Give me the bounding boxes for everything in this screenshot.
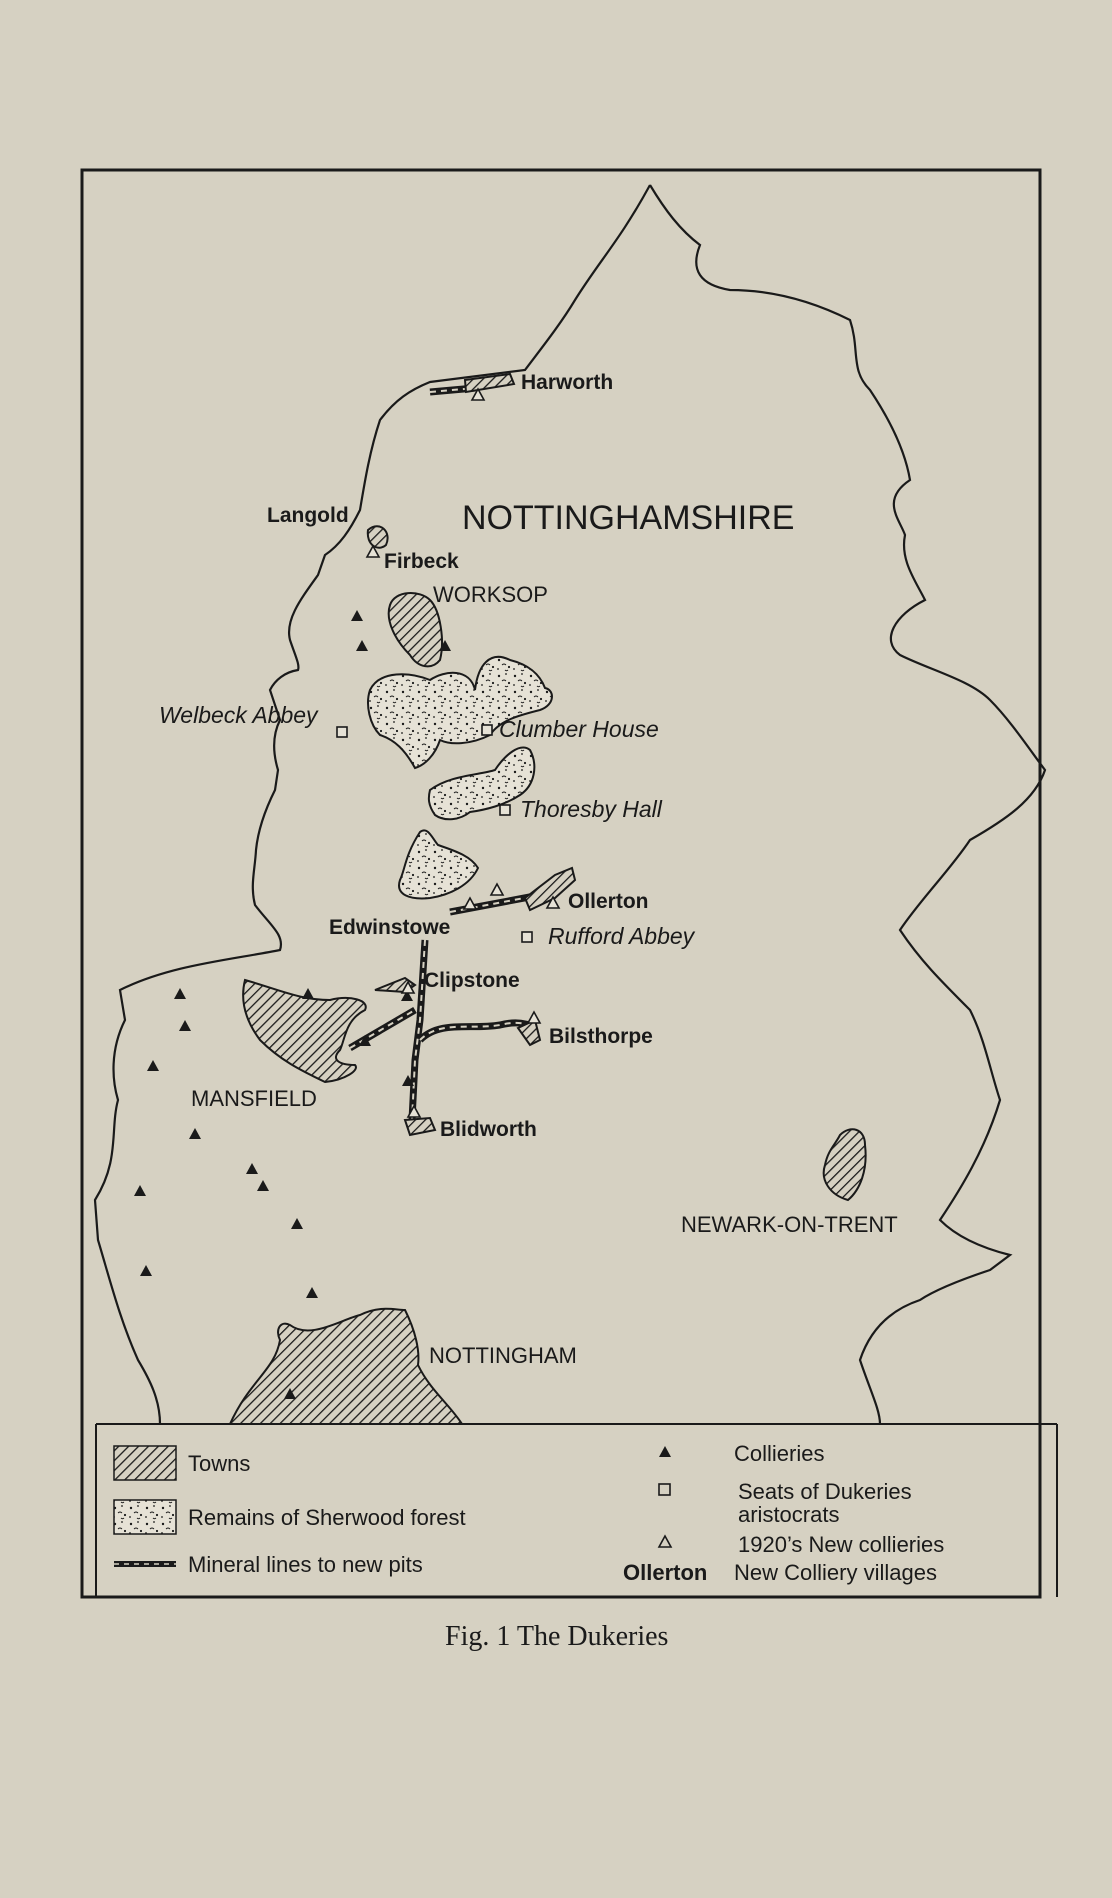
label-nottingham: NOTTINGHAM bbox=[429, 1343, 577, 1368]
seat-marker bbox=[337, 727, 347, 737]
figure-caption: Fig. 1 The Dukeries bbox=[445, 1621, 669, 1652]
legend-seats-label-1: Seats of Dukeries bbox=[738, 1479, 912, 1504]
colliery-marker bbox=[134, 1185, 146, 1196]
legend-new-villages-label: New Colliery villages bbox=[734, 1560, 937, 1585]
label-firbeck: Firbeck bbox=[384, 550, 459, 573]
colliery-marker bbox=[140, 1265, 152, 1276]
forest-remains bbox=[368, 657, 552, 899]
region-title: NOTTINGHAMSHIRE bbox=[462, 499, 795, 537]
seat-marker bbox=[522, 932, 532, 942]
legend bbox=[114, 1441, 944, 1585]
new-colliery-marker bbox=[464, 898, 476, 909]
colliery-marker bbox=[179, 1020, 191, 1031]
label-welbeck-abbey: Welbeck Abbey bbox=[159, 702, 318, 728]
seat-marker bbox=[482, 725, 492, 735]
legend-village-example: Ollerton bbox=[623, 1560, 708, 1585]
colliery-marker bbox=[291, 1218, 303, 1229]
colliery-marker bbox=[356, 640, 368, 651]
colliery-marker bbox=[351, 610, 363, 621]
town-newark bbox=[824, 1129, 866, 1200]
label-thoresby-hall: Thoresby Hall bbox=[520, 796, 662, 822]
label-harworth: Harworth bbox=[521, 371, 614, 394]
colliery-marker bbox=[246, 1163, 258, 1174]
new-colliery-marker bbox=[528, 1012, 540, 1023]
legend-seats-label-2: aristocrats bbox=[738, 1502, 840, 1527]
colliery-marker bbox=[147, 1060, 159, 1071]
legend-towns-swatch bbox=[114, 1446, 176, 1480]
colliery-marker bbox=[306, 1287, 318, 1298]
label-mansfield: MANSFIELD bbox=[191, 1086, 317, 1111]
town-nottingham bbox=[230, 1309, 462, 1424]
town-firbeck bbox=[368, 526, 388, 547]
label-bilsthorpe: Bilsthorpe bbox=[549, 1025, 653, 1048]
label-rufford-abbey: Rufford Abbey bbox=[548, 923, 695, 949]
legend-collieries-label: Collieries bbox=[734, 1441, 825, 1466]
colliery-marker bbox=[174, 988, 186, 999]
label-edwinstowe: Edwinstowe bbox=[329, 916, 451, 939]
label-ollerton: Ollerton bbox=[568, 890, 649, 913]
seat-marker bbox=[500, 805, 510, 815]
legend-new-collieries-label: 1920’s New collieries bbox=[738, 1532, 945, 1557]
colliery-marker bbox=[257, 1180, 269, 1191]
label-worksop: WORKSOP bbox=[433, 582, 548, 607]
legend-seat-icon bbox=[659, 1484, 670, 1495]
colliery-marker bbox=[302, 988, 314, 999]
legend-line-label: Mineral lines to new pits bbox=[188, 1552, 423, 1577]
label-newark: NEWARK-ON-TRENT bbox=[681, 1212, 898, 1237]
town-blidworth bbox=[405, 1118, 435, 1135]
label-blidworth: Blidworth bbox=[440, 1118, 537, 1141]
legend-colliery-icon bbox=[659, 1446, 671, 1457]
aristocratic-seats bbox=[337, 725, 532, 942]
colliery-marker bbox=[189, 1128, 201, 1139]
county-boundary-east bbox=[650, 185, 1045, 1424]
legend-new-colliery-icon bbox=[659, 1536, 671, 1547]
label-langold: Langold bbox=[267, 504, 349, 527]
new-colliery-marker bbox=[491, 884, 503, 895]
legend-forest-swatch bbox=[114, 1500, 176, 1534]
legend-towns-label: Towns bbox=[188, 1451, 251, 1476]
label-clipstone: Clipstone bbox=[424, 969, 520, 992]
legend-forest-label: Remains of Sherwood forest bbox=[188, 1505, 466, 1530]
label-clumber-house: Clumber House bbox=[499, 716, 659, 742]
